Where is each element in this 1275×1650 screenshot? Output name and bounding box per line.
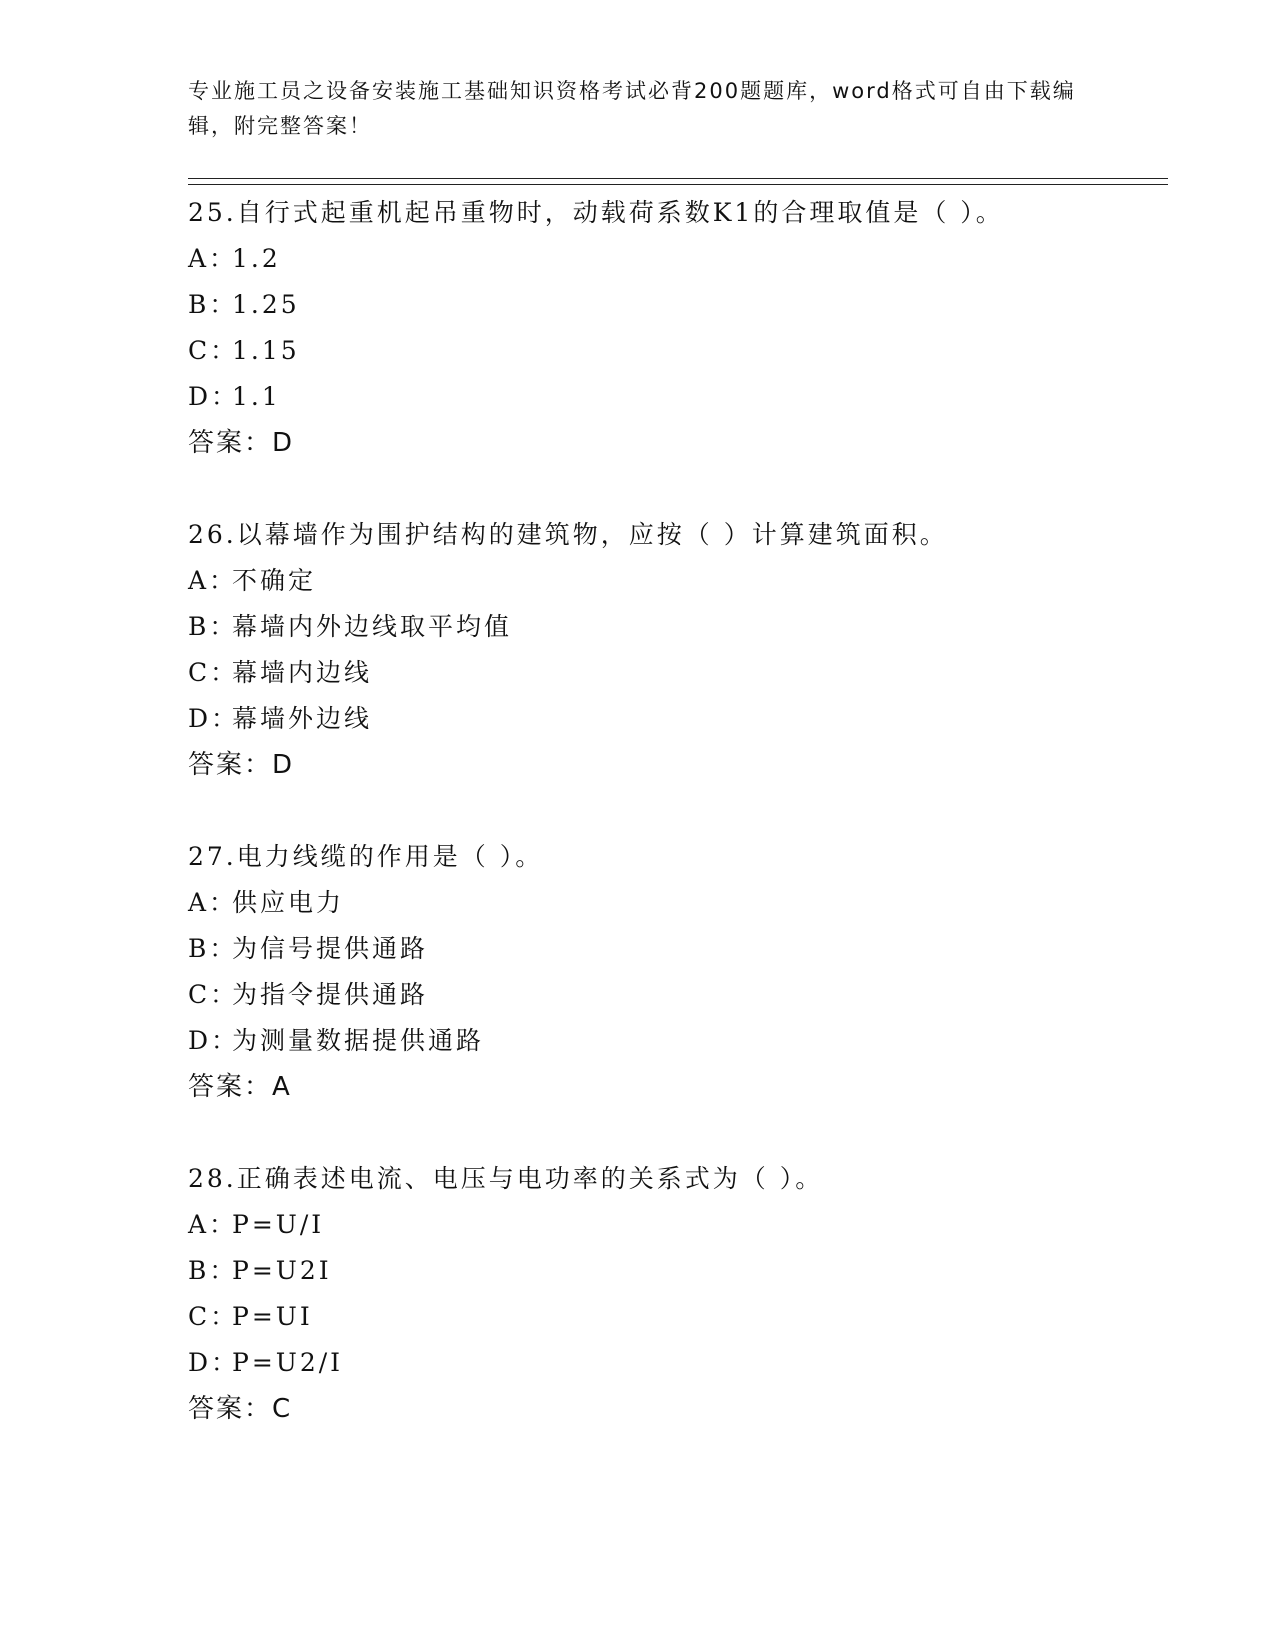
option-key: C： bbox=[188, 980, 239, 1009]
option-key: D： bbox=[188, 1026, 240, 1055]
option-b bbox=[188, 1248, 1168, 1294]
question-stem: 27.电力线缆的作用是（ ）。 bbox=[188, 842, 544, 871]
option-key: B： bbox=[188, 612, 238, 641]
option-key: C： bbox=[188, 658, 239, 687]
option-key: B： bbox=[188, 290, 238, 319]
option-text: 1.25 bbox=[232, 290, 300, 319]
option-d bbox=[188, 1340, 1168, 1386]
answer-line: 答案：C bbox=[188, 1394, 293, 1424]
answer-line: 答案：D bbox=[188, 750, 295, 780]
option-c bbox=[188, 650, 1168, 696]
option-text: P=U2I bbox=[232, 1256, 332, 1285]
question-stem: 25.自行式起重机起吊重物时，动载荷系数K1的合理取值是（ ）。 bbox=[188, 198, 1004, 227]
option-key: D： bbox=[188, 382, 240, 411]
question-stem: 26.以幕墙作为围护结构的建筑物，应按（ ）计算建筑面积。 bbox=[188, 520, 948, 549]
option-key: B： bbox=[188, 1256, 238, 1285]
option-text: 不确定 bbox=[232, 566, 317, 595]
option-c bbox=[188, 1294, 1168, 1340]
option-key: D： bbox=[188, 704, 240, 733]
answer-line: 答案：A bbox=[188, 1072, 292, 1102]
question-25 bbox=[188, 190, 1168, 466]
option-text: P=U2/I bbox=[232, 1348, 344, 1377]
option-d bbox=[188, 1018, 1168, 1064]
option-b bbox=[188, 926, 1168, 972]
option-key: A： bbox=[188, 244, 238, 273]
option-text: 供应电力 bbox=[232, 888, 345, 917]
option-a bbox=[188, 236, 1168, 282]
header-divider-top bbox=[188, 178, 1168, 179]
option-key: A： bbox=[188, 888, 238, 917]
option-d bbox=[188, 374, 1168, 420]
question-stem: 28.正确表述电流、电压与电功率的关系式为（ ）。 bbox=[188, 1164, 824, 1193]
option-text: 幕墙内边线 bbox=[232, 658, 373, 687]
option-key: D： bbox=[188, 1348, 240, 1377]
option-text: P=UI bbox=[232, 1302, 313, 1331]
option-key: B： bbox=[188, 934, 238, 963]
option-a bbox=[188, 1202, 1168, 1248]
option-text: 1.1 bbox=[232, 382, 281, 411]
option-c bbox=[188, 328, 1168, 374]
question-26 bbox=[188, 512, 1168, 788]
option-b bbox=[188, 282, 1168, 328]
option-key: C： bbox=[188, 336, 239, 365]
option-c bbox=[188, 972, 1168, 1018]
option-b bbox=[188, 604, 1168, 650]
option-text: 1.15 bbox=[232, 336, 300, 365]
answer-line: 答案：D bbox=[188, 428, 295, 458]
option-text: 1.2 bbox=[232, 244, 281, 273]
option-text: P=U/I bbox=[232, 1210, 325, 1239]
option-text: 为指令提供通路 bbox=[232, 980, 429, 1009]
document-header: 专业施工员之设备安装施工基础知识资格考试必背200题题库，word格式可自由下载编辑，附完整答案！ bbox=[188, 79, 1076, 138]
option-key: C： bbox=[188, 1302, 239, 1331]
option-text: 幕墙内外边线取平均值 bbox=[232, 612, 513, 641]
question-27 bbox=[188, 834, 1168, 1110]
option-key: A： bbox=[188, 566, 238, 595]
option-a bbox=[188, 558, 1168, 604]
question-28 bbox=[188, 1156, 1168, 1432]
option-text: 为测量数据提供通路 bbox=[232, 1026, 485, 1055]
option-key: A： bbox=[188, 1210, 238, 1239]
option-text: 为信号提供通路 bbox=[232, 934, 429, 963]
option-a bbox=[188, 880, 1168, 926]
option-d bbox=[188, 696, 1168, 742]
header-divider-bottom bbox=[188, 184, 1168, 185]
option-text: 幕墙外边线 bbox=[232, 704, 373, 733]
